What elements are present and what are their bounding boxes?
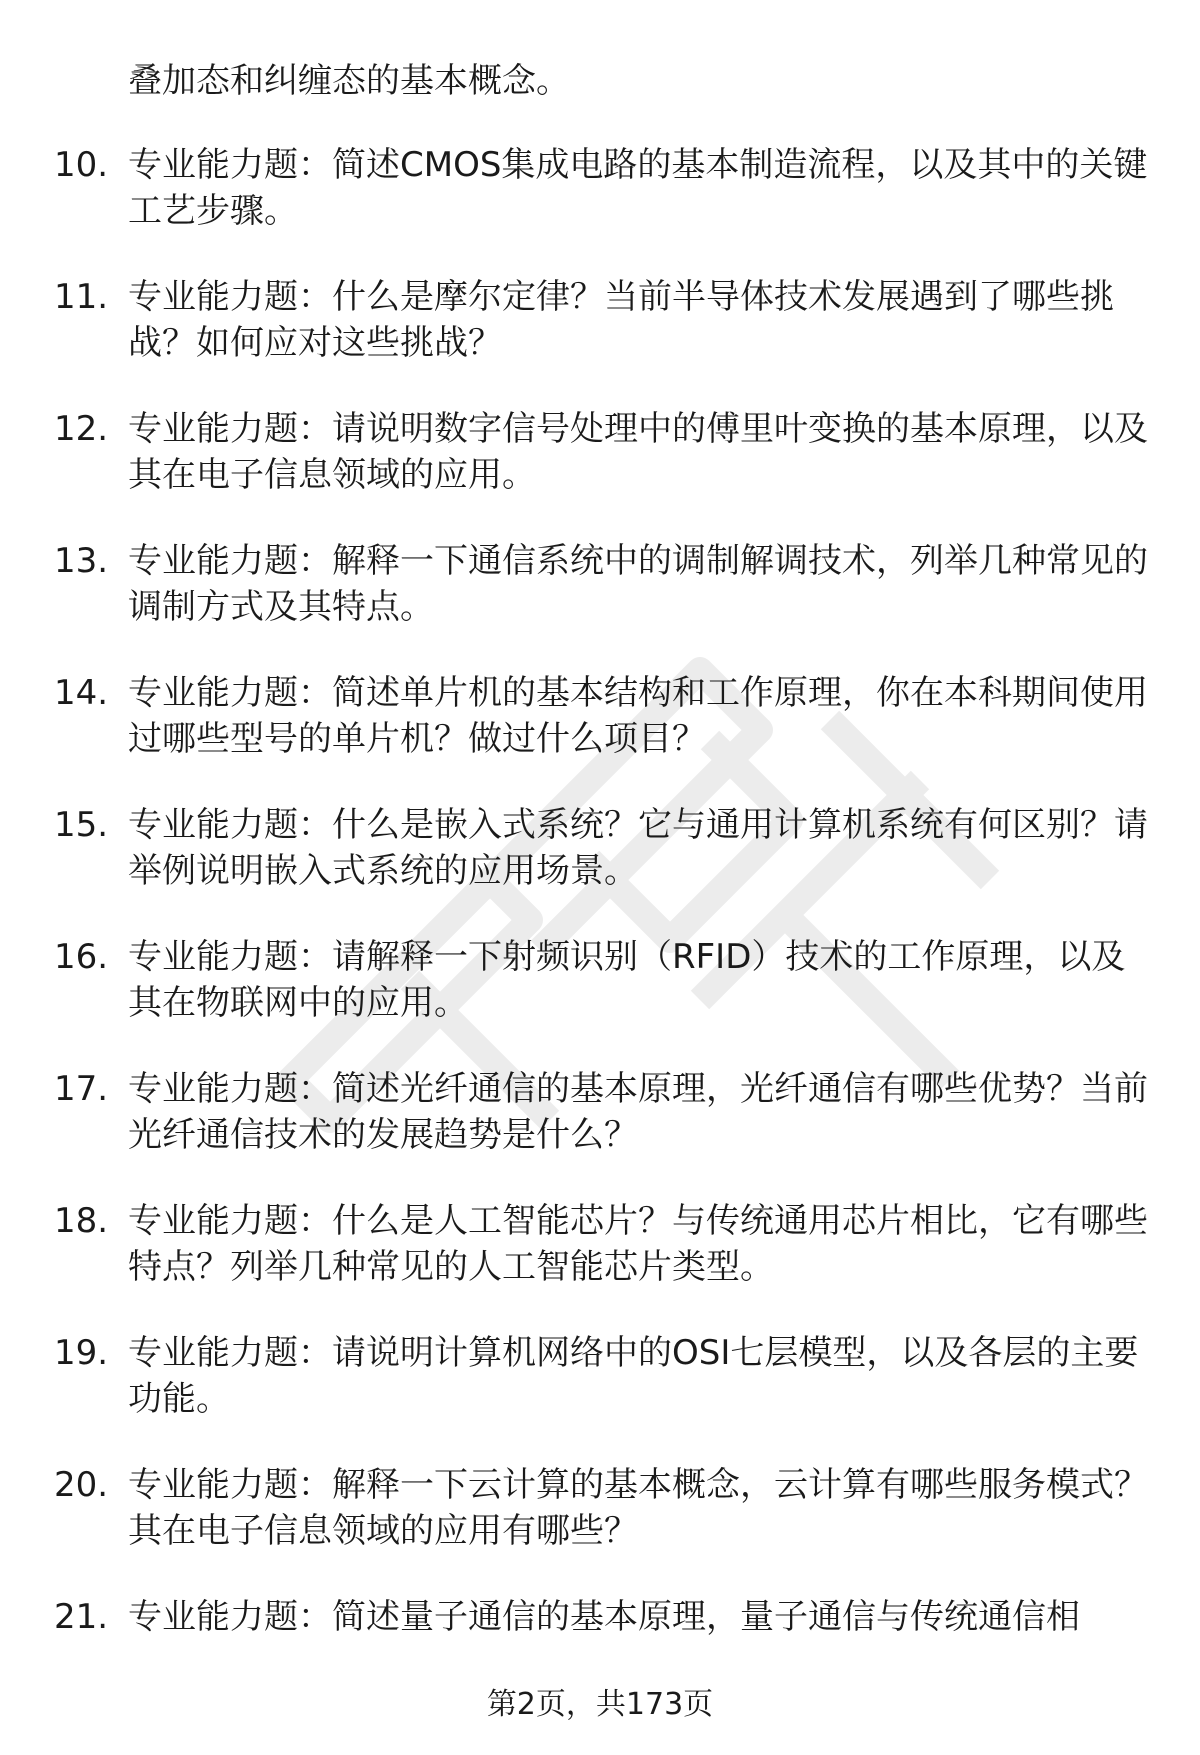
- question-number: 13.: [54, 541, 109, 581]
- question-text: 专业能力题：简述量子通信的基本原理，量子通信与传统通信相: [128, 1597, 1080, 1637]
- question-text: 专业能力题：什么是嵌入式系统？它与通用计算机系统有何区别？请举例说明嵌入式系统的应用场景。: [128, 805, 1148, 891]
- question-text: 专业能力题：什么是摩尔定律？当前半导体技术发展遇到了哪些挑战？如何应对这些挑战？: [128, 277, 1114, 363]
- question-text: 专业能力题：解释一下通信系统中的调制解调技术，列举几种常见的调制方式及其特点。: [128, 541, 1148, 627]
- list-item: [0, 802, 1200, 894]
- question-list: [0, 142, 1200, 1680]
- question-number: 10.: [54, 145, 109, 185]
- page-footer: 第2页，共173页: [486, 1687, 714, 1722]
- question-number: 20.: [54, 1465, 109, 1505]
- list-item: [0, 1066, 1200, 1158]
- list-item: [0, 274, 1200, 366]
- question-number: 17.: [54, 1069, 109, 1109]
- question-number: 16.: [54, 937, 109, 977]
- question-number: 15.: [54, 805, 109, 845]
- list-item: [0, 1462, 1200, 1554]
- question-number: 14.: [54, 673, 109, 713]
- question-text: 专业能力题：请说明计算机网络中的OSI七层模型，以及各层的主要功能。: [128, 1333, 1139, 1419]
- question-text: 专业能力题：解释一下云计算的基本概念，云计算有哪些服务模式？其在电子信息领域的应用有哪些？: [128, 1465, 1148, 1551]
- list-item: [0, 934, 1200, 1026]
- list-item: [0, 538, 1200, 630]
- continuation-text: 叠加态和纠缠态的基本概念。: [128, 61, 570, 101]
- question-text: 专业能力题：请解释一下射频识别（RFID）技术的工作原理，以及其在物联网中的应用。: [128, 937, 1126, 1023]
- list-item: [0, 670, 1200, 762]
- list-item: [0, 1330, 1200, 1422]
- list-item: [0, 1198, 1200, 1290]
- question-number: 21.: [54, 1597, 109, 1637]
- list-item: [0, 406, 1200, 498]
- question-number: 19.: [54, 1333, 109, 1373]
- question-text: 专业能力题：简述单片机的基本结构和工作原理，你在本科期间使用过哪些型号的单片机？做过什么项目？: [128, 673, 1148, 759]
- question-number: 12.: [54, 409, 109, 449]
- question-text: 专业能力题：什么是人工智能芯片？与传统通用芯片相比，它有哪些特点？列举几种常见的人工智能芯片类型。: [128, 1201, 1148, 1287]
- question-text: 专业能力题：请说明数字信号处理中的傅里叶变换的基本原理，以及其在电子信息领域的应用。: [128, 409, 1148, 495]
- question-number: 18.: [54, 1201, 109, 1241]
- question-text: 专业能力题：简述光纤通信的基本原理，光纤通信有哪些优势？当前光纤通信技术的发展趋势是什么？: [128, 1069, 1148, 1155]
- question-number: 11.: [54, 277, 109, 317]
- question-text: 专业能力题：简述CMOS集成电路的基本制造流程，以及其中的关键工艺步骤。: [128, 145, 1148, 231]
- list-item: [0, 1594, 1200, 1640]
- list-item: [0, 142, 1200, 234]
